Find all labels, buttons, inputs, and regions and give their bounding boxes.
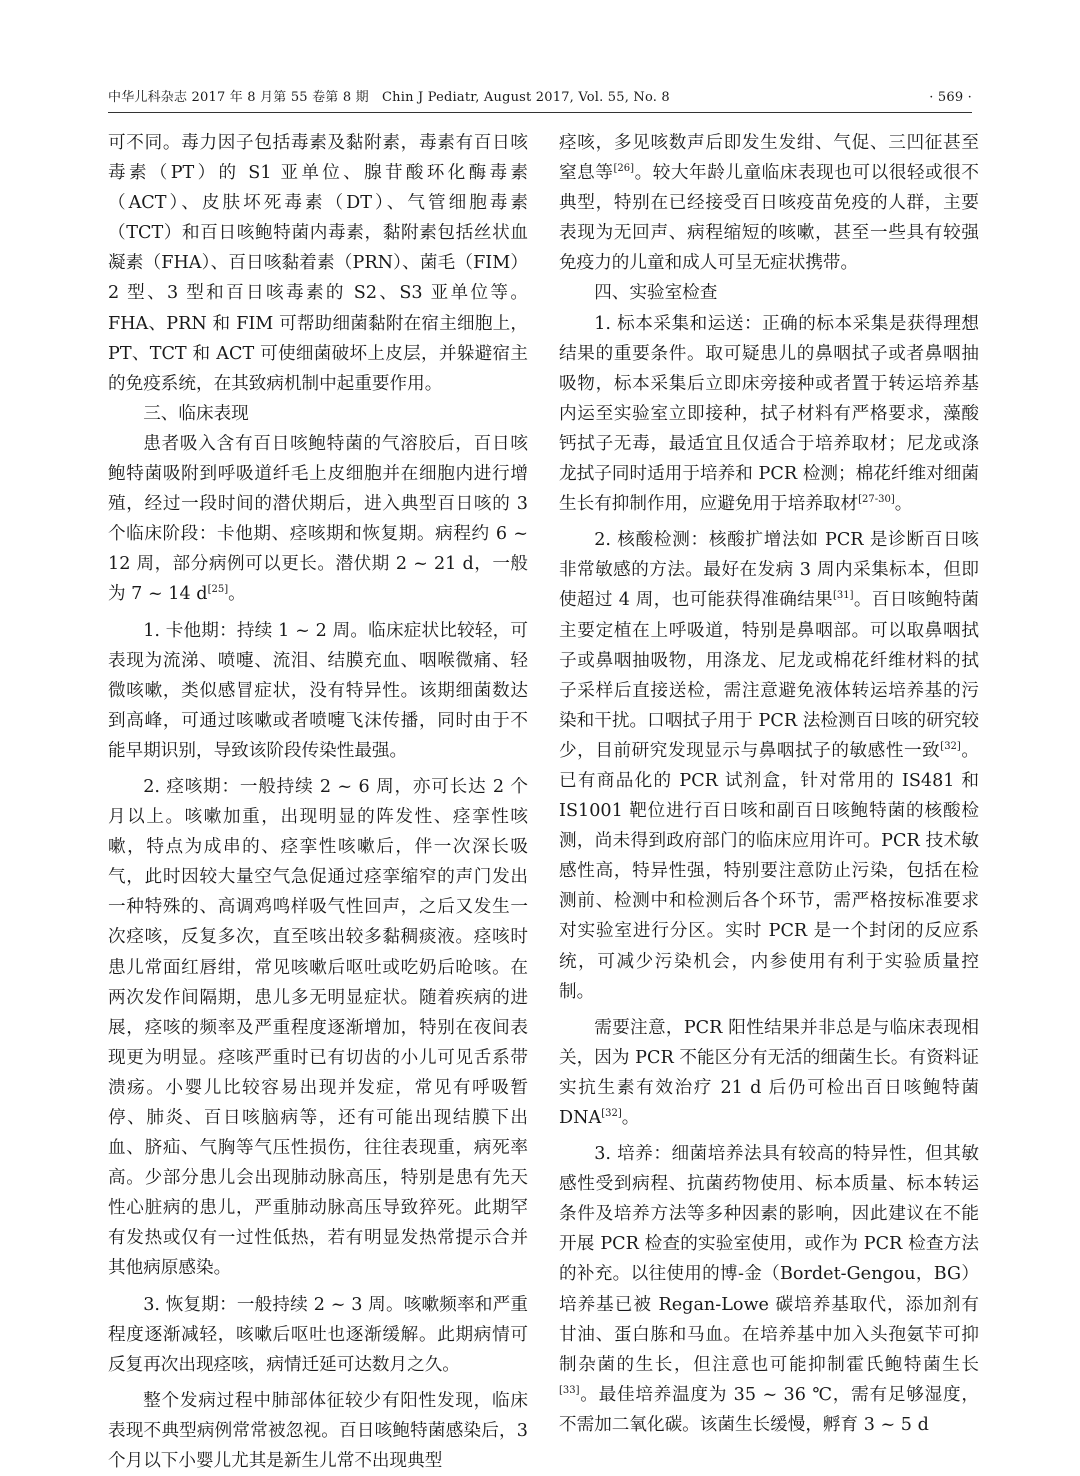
citation-ref: [31] xyxy=(832,590,854,602)
page-number: · 569 · xyxy=(929,90,972,105)
section-heading-lab: 四、实验室检查 xyxy=(594,283,718,304)
paragraph-text: 。 xyxy=(894,494,913,515)
citation-ref: [32] xyxy=(940,741,961,753)
citation-ref: [33] xyxy=(559,1384,580,1396)
paragraph: 可不同。毒力因子包括毒素及黏附素，毒素有百日咳毒素（PT）的 S1 亚单位、腺苷酸环化酶毒素（ACT）、皮肤坏死毒素（DT）、气管细胞毒素（TCT）和百日咳鲍特菌内毒素，黏附素包括丝状血凝素（FHA）、百日咳黏着素（PRN）、菌毛（FIM）2 型、3 型和百日咳毒素的 S2、S3 亚单位等。FHA、PRN 和 FIM 可帮助细菌黏附在宿主细胞上，PT、TCT 和 ACT 可使细菌破坏上皮层，并躲避宿主的免疫系统，在其致病机制中起重要作用。 xyxy=(108,133,528,394)
paragraph-text: 。已有商品化的 PCR 试剂盒，针对常用的 IS481 和 IS1001 靶位进行百日咳和副百日咳鲍特菌的核酸检测，尚未得到政府部门的临床应用许可。PCR 技术敏感性高，特异性强，特别要注意防止污染，包括在检测前、检测中和检测后各个环节，需严格按标准要求对实验室进行分区。实时 PCR 是一个封闭的反应系统，可减少污染机会，内参使用有利于实验质量控制。 xyxy=(559,740,979,1002)
citation-ref: [27-30] xyxy=(858,494,895,506)
paragraph-text: 。较大年龄儿童临床表现也可以很轻或很不典型，特别在已经接受百日咳疫苗免疫的人群，主要表现为无回声、病程缩短的咳嗽，甚至一些具有较强免疫力的儿童和成人可呈无症状携带。 xyxy=(559,163,979,274)
citation-ref: [32] xyxy=(601,1108,622,1120)
paragraph xyxy=(559,1139,979,1440)
paragraph-text: 2. 核酸检测：核酸扩增法如 PCR 是诊断百日咳非常敏感的方法。最好在发病 3 周内采集标本，但即使超过 4 周，也可能获得准确结果 xyxy=(559,530,979,611)
citation-ref: [25] xyxy=(207,584,229,596)
paragraph xyxy=(108,429,528,610)
right-column xyxy=(559,128,979,1440)
paragraph-text: 。最佳培养温度为 35 ~ 36 ℃，需有足够湿度，不需加二氧化碳。该菌生长缓慢，孵育 3 ~ 5 d xyxy=(559,1384,979,1435)
paragraph xyxy=(559,1013,979,1133)
page-header xyxy=(108,86,972,110)
paragraph xyxy=(559,128,979,278)
paragraph-text: 。 xyxy=(228,584,246,605)
paragraph: 3. 恢复期：一般持续 2 ~ 3 周。咳嗽频率和严重程度逐渐减轻，咳嗽后呕吐也逐渐缓解。此期病情可反复再次出现痉咳，病情迁延可达数月之久。 xyxy=(108,1294,528,1375)
paragraph-text: 需要注意，PCR 阳性结果并非总是与临床表现相关，因为 PCR 不能区分有无活的细菌生长。有资料证实抗生素有效治疗 21 d 后仍可检出百日咳鲍特菌 DNA xyxy=(559,1017,979,1128)
paragraph-text: 1. 标本采集和运送：正确的标本采集是获得理想结果的重要条件。取可疑患儿的鼻咽拭子或者鼻咽抽吸物，标本采集后立即床旁接种或者置于转运培养基内运至实验室立即接种，拭子材料有严格要求，藻酸钙拭子无毒，最适宜且仅适合于培养取材；尼龙或涤龙拭子同时适用于培养和 PCR 检测；棉花纤维对细菌生长有抑制作用，应避免用于培养取材 xyxy=(559,313,979,515)
section-heading-clinical: 三、临床表现 xyxy=(143,403,249,424)
paragraph-text: 患者吸入含有百日咳鲍特菌的气溶胶后，百日咳鲍特菌吸附到呼吸道纤毛上皮细胞并在细胞内进行增殖，经过一段时间的潜伏期后，进入典型百日咳的 3 个临床阶段：卡他期、痉咳期和恢复期。病程约 6 ~ 12 周，部分病例可以更长。潜伏期 2 ~ 21 d，一般为 7 ~ 14 d xyxy=(108,433,528,605)
left-column xyxy=(108,128,528,1476)
paragraph: 整个发病过程中肺部体征较少有阳性发现，临床表现不典型病例常常被忽视。百日咳鲍特菌感染后，3 个月以下小婴儿尤其是新生儿常不出现典型 xyxy=(108,1390,528,1472)
paragraph: 2. 痉咳期：一般持续 2 ~ 6 周，亦可长达 2 个月以上。咳嗽加重，出现明显的阵发性、痉挛性咳嗽，特点为成串的、痉挛性咳嗽后，伴一次深长吸气，此时因较大量空气急促通过痉挛缩窄的声门发出一种特殊的、高调鸡鸣样吸气性回声，之后又发生一次痉咳，反复多次，直至咳出较多黏稠痰液。痉咳时患儿常面红唇绀，常见咳嗽后呕吐或吃奶后呛咳。在两次发作间隔期，患儿多无明显症状。随着疾病的进展，痉咳的频率及严重程度逐渐增加，特别在夜间表现更为明显。痉咳严重时已有切齿的小儿可见舌系带溃疡。小婴儿比较容易出现并发症，常见有呼吸暂停、肺炎、百日咳脑病等，还有可能出现结膜下出血、脐疝、气胸等气压性损伤，往往表现重，病死率高。少部分患儿会出现肺动脉高压，特别是患有先天性心脏病的患儿，严重肺动脉高压导致猝死。此期罕有发热或仅有一过性低热，若有明显发热常提示合并其他病原感染。 xyxy=(108,776,528,1279)
paragraph-text: 。 xyxy=(621,1108,640,1128)
paragraph: 1. 卡他期：持续 1 ~ 2 周。临床症状比较轻，可表现为流涕、喷嚏、流泪、结膜充血、咽喉微痛、轻微咳嗽，类似感冒症状，没有特异性。该期细菌数达到高峰，可通过咳嗽或者喷嚏飞沫传播，同时由于不能早期识别，导致该阶段传染性最强。 xyxy=(108,620,528,761)
journal-citation: 中华儿科杂志 2017 年 8 月第 55 卷第 8 期 Chin J Pediatr, August 2017, Vol. 55, No. 8 xyxy=(108,90,670,105)
citation-ref: [26] xyxy=(613,163,635,175)
paragraph xyxy=(559,525,979,1007)
paragraph xyxy=(559,309,979,520)
header-rule xyxy=(108,112,972,113)
paragraph-text: 痉咳，多见咳数声后即发生发绀、气促、三凹征甚至窒息等 xyxy=(559,133,979,184)
paragraph-text: 。百日咳鲍特菌主要定植在上呼吸道，特别是鼻咽部。可以取鼻咽拭子或鼻咽抽吸物，用涤龙、尼龙或棉花纤维材料的拭子采样后直接送检，需注意避免液体转运培养基的污染和干扰。口咽拭子用于 PCR 法检测百日咳的研究较少，目前研究发现显示与鼻咽拭子的敏感性一致 xyxy=(559,590,979,761)
paragraph-text: 3. 培养：细菌培养法具有较高的特异性，但其敏感性受到病程、抗菌药物使用、标本质量、标本转运条件及培养方法等多种因素的影响，因此建议在不能开展 PCR 检查的实验室使用，或作为 PCR 检查方法的补充。以往使用的博-金（Bordet-Gengou，BG）培养基已被 Regan-Lowe 碳培养基取代，添加剂有甘油、蛋白胨和马血。在培养基中加入头孢氨苄可抑制杂菌的生长，但注意也可能抑制霍氏鲍特菌生长 xyxy=(559,1144,979,1375)
